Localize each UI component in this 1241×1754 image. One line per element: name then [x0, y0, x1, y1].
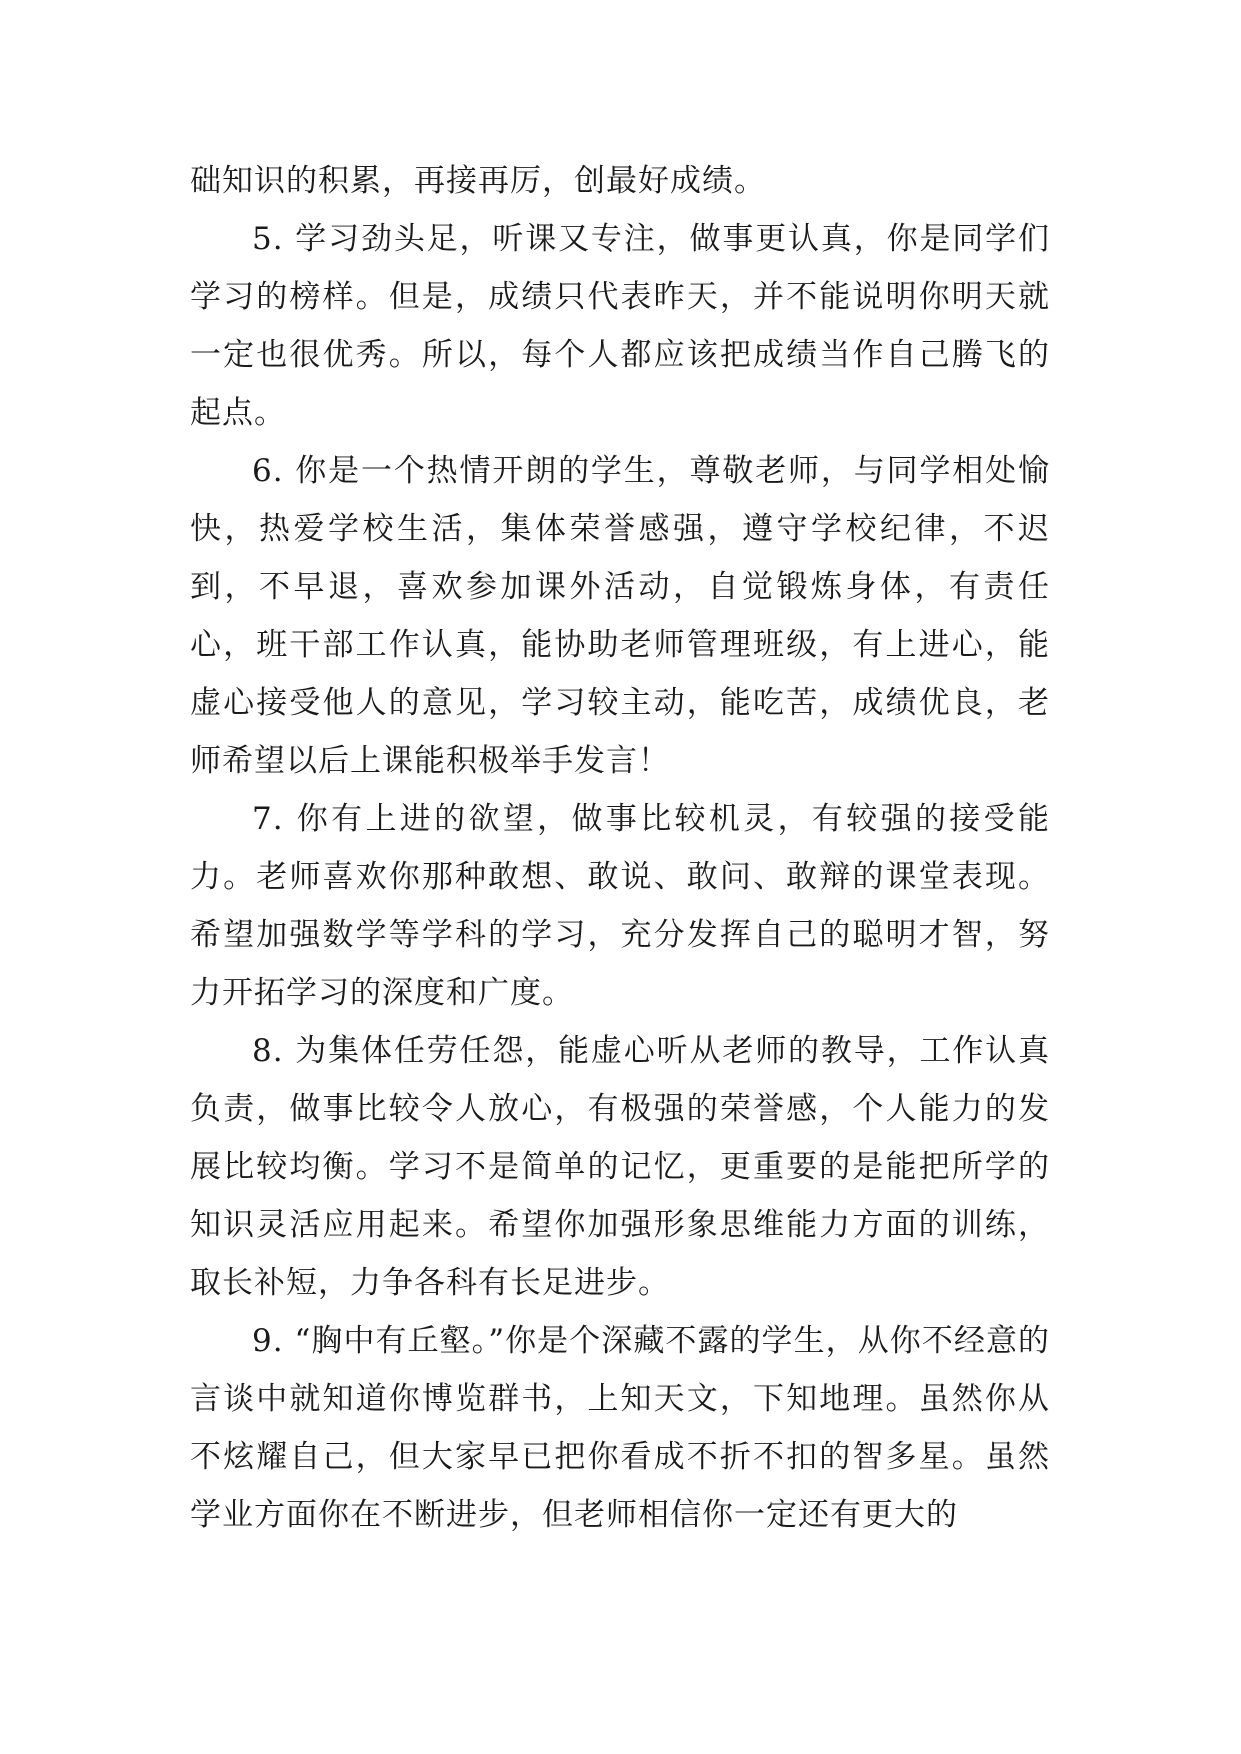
- paragraph-continuation: 础知识的积累，再接再厉，创最好成绩。: [190, 163, 766, 199]
- paragraph-comment-8: 8. 为集体任劳任怨，能虚心听从老师的教导，工作认真负责，做事比较令人放心，有极强的荣誉感，个人能力的发展比较均衡。学习不是简单的记忆，更重要的是能把所学的知识灵活应用起来。希望你加强形象思维能力方面的训练，取长补短，力争各科有长足进步。: [190, 1033, 1050, 1301]
- paragraph-comment-9: 9. “胸中有丘壑。”你是个深藏不露的学生，从你不经意的言谈中就知道你博览群书，上知天文，下知地理。虽然你从不炫耀自己，但大家早已把你看成不折不扣的智多星。虽然学业方面你在不断进步，但老师相信你一定还有更大的: [190, 1323, 1050, 1533]
- paragraph-comment-7: 7. 你有上进的欲望，做事比较机灵，有较强的接受能力。老师喜欢你那种敢想、敢说、敢问、敢辩的课堂表现。希望加强数学等学科的学习，充分发挥自己的聪明才智，努力开拓学习的深度和广度。: [190, 801, 1050, 1011]
- paragraph-comment-6: 6. 你是一个热情开朗的学生，尊敬老师，与同学相处愉快，热爱学校生活，集体荣誉感强，遵守学校纪律，不迟到，不早退，喜欢参加课外活动，自觉锻炼身体，有责任心，班干部工作认真，能协助老师管理班级，有上进心，能虚心接受他人的意见，学习较主动，能吃苦，成绩优良，老师希望以后上课能积极举手发言！: [190, 453, 1050, 779]
- paragraph-comment-5: 5. 学习劲头足，听课又专注，做事更认真，你是同学们学习的榜样。但是，成绩只代表昨天，并不能说明你明天就一定也很优秀。所以，每个人都应该把成绩当作自己腾飞的起点。: [190, 221, 1050, 431]
- document-body: [190, 152, 1050, 1544]
